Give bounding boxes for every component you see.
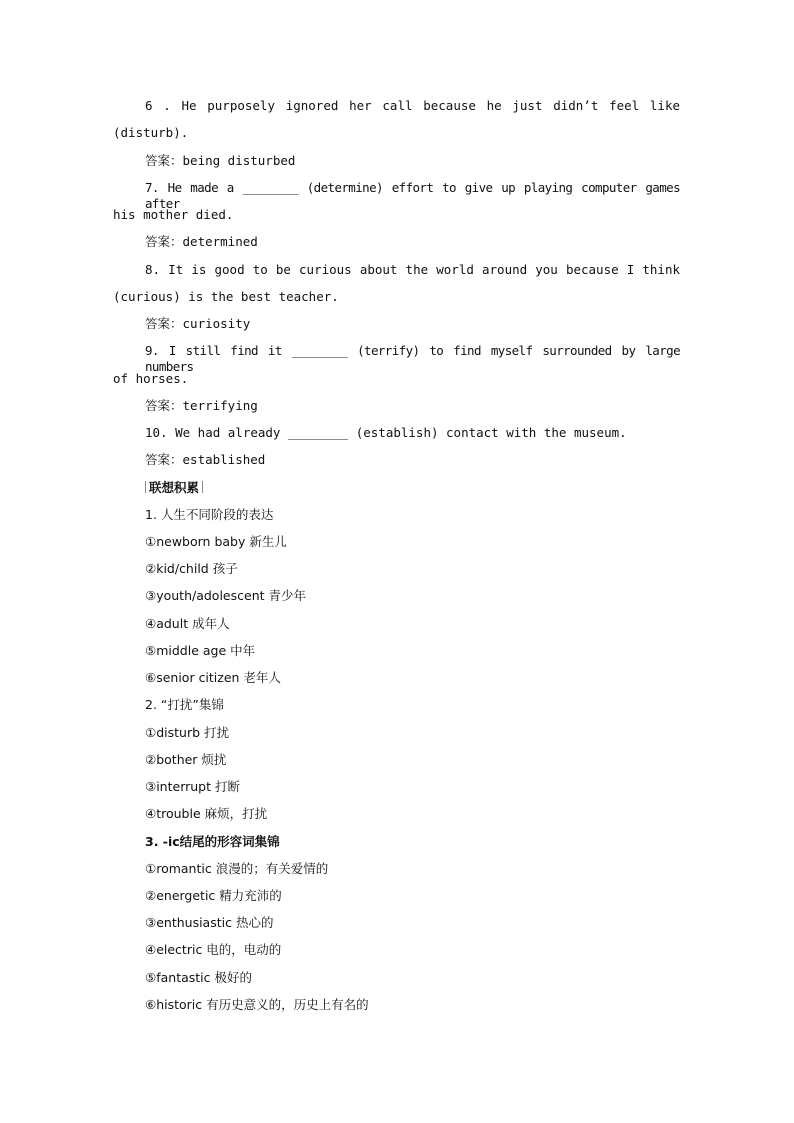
answer-text: terrifying [182, 398, 258, 413]
answer-text: established [182, 452, 266, 467]
right-divider [202, 481, 203, 493]
exercise-10-answer [145, 452, 265, 468]
section-label-association [142, 480, 206, 496]
answer-label: 答案： [145, 452, 183, 467]
exercise-9-line-1: 9. I still find it ________ (terrify) to find myself surrounded by large numbers [145, 343, 680, 374]
group-3-item-4: ④electric 电的，电动的 [145, 942, 282, 957]
group-2-heading: 2. “打扰”集锦 [145, 697, 224, 712]
answer-text: being disturbed [182, 153, 296, 168]
group-1-item-2: ②kid/child 孩子 [145, 561, 238, 576]
group-3-item-2: ②energetic 精力充沛的 [145, 888, 282, 903]
answer-text: determined [182, 234, 258, 249]
group-1-item-5: ⑤middle age 中年 [145, 643, 256, 658]
group-3-item-5: ⑤fantastic 极好的 [145, 970, 252, 985]
group-3-heading: 3. -ic结尾的形容词集锦 [145, 834, 280, 849]
exercise-8-answer [145, 316, 250, 332]
exercise-7-line-2: his mother died. [113, 207, 234, 222]
group-2-item-1: ①disturb 打扰 [145, 725, 229, 740]
group-3-item-1: ①romantic 浪漫的；有关爱情的 [145, 861, 329, 876]
group-1-item-3: ③youth/adolescent 青少年 [145, 588, 306, 603]
group-1-item-4: ④adult 成年人 [145, 616, 230, 631]
answer-label: 答案： [145, 153, 183, 168]
answer-label: 答案： [145, 398, 183, 413]
exercise-8-line-1: 8. It is good to be curious about the world around you because I think [145, 262, 680, 277]
group-3-item-3: ③enthusiastic 热心的 [145, 915, 274, 930]
exercise-6-answer [145, 153, 295, 169]
group-1-heading: 1. 人生不同阶段的表达 [145, 507, 274, 522]
group-2-item-2: ②bother 烦扰 [145, 752, 227, 767]
exercise-7-line-1: 7. He made a ________ (determine) effort to give up playing computer games after [145, 180, 680, 211]
exercise-9-line-2: of horses. [113, 371, 189, 386]
group-2-item-3: ③interrupt 打断 [145, 779, 240, 794]
answer-text: curiosity [182, 316, 251, 331]
exercise-9-answer [145, 398, 258, 414]
exercise-7-answer [145, 234, 258, 250]
exercise-8-line-2: (curious) is the best teacher. [113, 289, 339, 304]
exercise-10-line-1: 10. We had already ________ (establish) contact with the museum. [145, 425, 627, 440]
group-1-item-6: ⑥senior citizen 老年人 [145, 670, 281, 685]
group-2-item-4: ④trouble 麻烦，打扰 [145, 806, 268, 821]
group-3-item-6: ⑥historic 有历史意义的，历史上有名的 [145, 997, 369, 1012]
answer-label: 答案： [145, 234, 183, 249]
exercise-6-line-1: 6 . He purposely ignored her call because he just didn’t feel like [145, 98, 680, 113]
exercise-6-line-2: (disturb). [113, 125, 189, 140]
left-divider [145, 481, 146, 493]
answer-label: 答案： [145, 316, 183, 331]
section-label-text: 联想积累 [149, 480, 200, 495]
group-1-item-1: ①newborn baby 新生儿 [145, 534, 287, 549]
